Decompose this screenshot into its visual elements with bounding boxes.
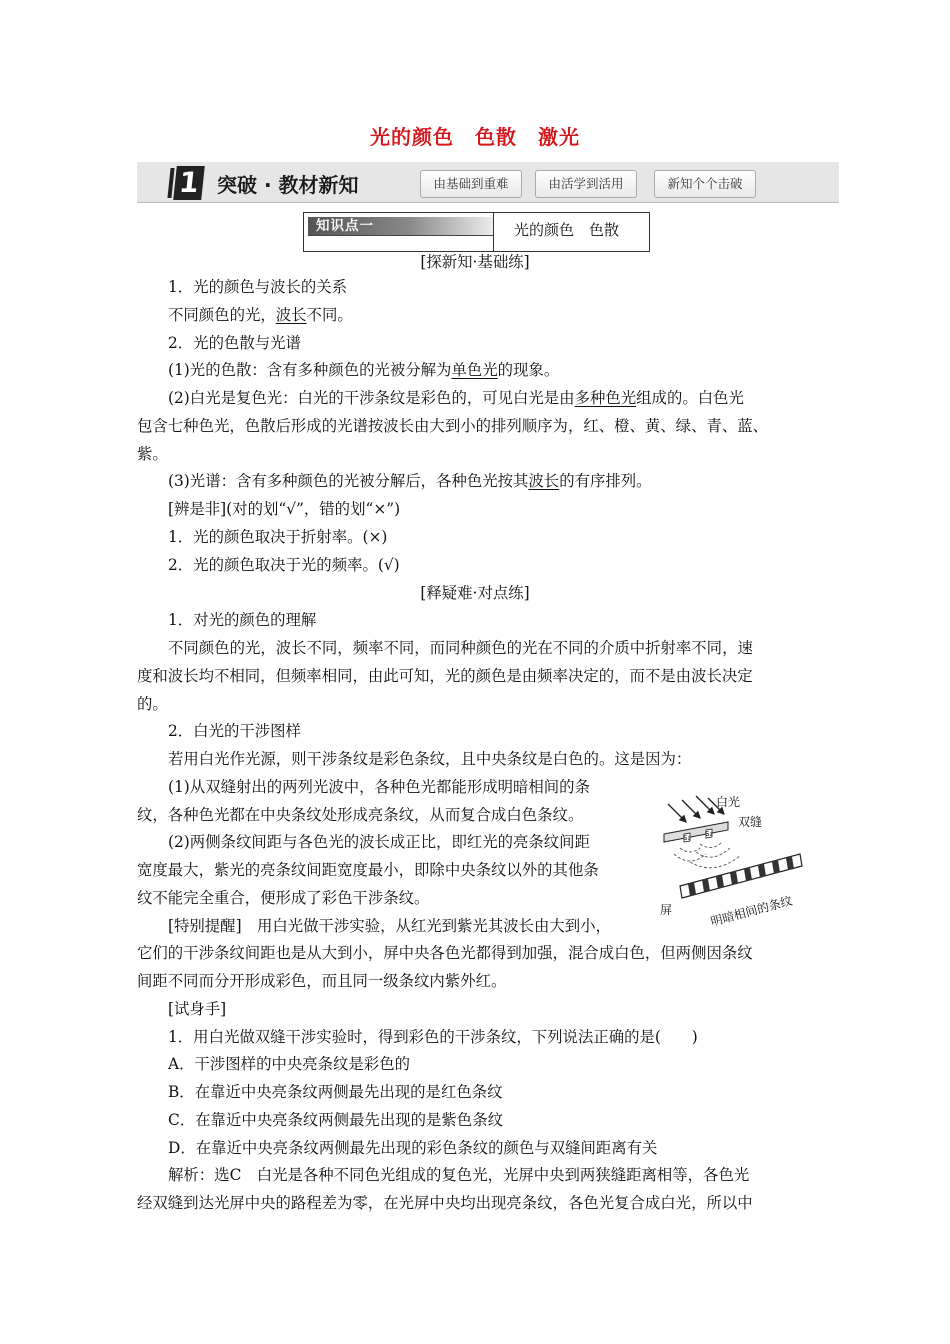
option-c: C．在靠近中央亮条纹两侧最先出现的是紫色条纹 <box>168 1111 503 1129</box>
label-white-light: 白光 <box>716 795 741 809</box>
page-title: 光的颜色 色散 激光 <box>370 125 580 149</box>
paragraph: 若用白光作光源，则干涉条纹是彩色条纹，且中央条纹是白色的。这是因为： <box>168 750 692 768</box>
knowledge-point-title: 光的颜色 色散 <box>514 221 620 239</box>
tab-knowledge-breakthrough[interactable]: 新知个个击破 <box>654 170 756 198</box>
paragraph: 纹，各种色光都在中央条纹处形成亮条纹，从而复合成白色条纹。 <box>137 806 584 824</box>
section-number: 1 <box>173 166 205 200</box>
double-slit-diagram <box>650 790 832 940</box>
label-s2: S₂ <box>705 830 713 838</box>
label-screen: 屏 <box>660 903 673 917</box>
paragraph: 度和波长均不相同，但频率相同，由此可知，光的颜色是由频率决定的，而不是由波长决定 <box>137 667 753 685</box>
knowledge-point-box <box>303 212 650 252</box>
blank-answer: 波长 <box>528 472 560 490</box>
paragraph: 不同颜色的光，波长不同，频率不同，而同种颜色的光在不同的介质中折射率不同，速 <box>168 639 753 657</box>
paragraph: 纹不能完全重合，便形成了彩色干涉条纹。 <box>137 889 430 907</box>
question-stem: 1．用白光做双缝干涉实验时，得到彩色的干涉条纹，下列说法正确的是( ) <box>168 1028 698 1046</box>
divider <box>493 213 494 251</box>
blank-answer: 波长 <box>275 306 307 324</box>
try-yourself-heading: [试身手] <box>168 1000 227 1018</box>
solution: 经双缝到达光屏中央的路程差为零，在光屏中央均出现亮条纹，各色光复合成白光，所以中 <box>137 1194 753 1212</box>
special-reminder: [特别提醒] 用白光做干涉实验，从红光到紫光其波长由大到小， <box>168 917 611 935</box>
section-banner <box>137 162 839 203</box>
label-fringes: 明暗相间的条纹 <box>709 893 794 929</box>
true-false-item: 1．光的颜色取决于折射率。(×) <box>168 528 388 546</box>
section-header-basics: [探新知·基础练] <box>420 253 530 271</box>
true-false-item: 2．光的颜色取决于光的频率。(√) <box>168 556 400 574</box>
paragraph: 的。 <box>137 695 168 713</box>
heading-white-light-pattern: 2．白光的干涉图样 <box>168 722 301 740</box>
paragraph: (1)从双缝射出的两列光波中，各种色光都能形成明暗相间的条 <box>168 778 590 796</box>
paragraph: (2)白光是复色光：白光的干涉条纹是彩色的，可见白光是由多种色光组成的。白色光 <box>168 389 744 407</box>
paragraph: 包含七种色光，色散后形成的光谱按波长由大到小的排列顺序为，红、橙、黄、绿、青、蓝、 <box>137 417 769 435</box>
paragraph: (3)光谱：含有多种颜色的光被分解后，各种色光按其波长的有序排列。 <box>168 472 652 490</box>
section-header-difficulty: [释疑难·对点练] <box>420 584 530 602</box>
paragraph: (1)光的色散：含有多种颜色的光被分解为单色光的现象。 <box>168 361 560 379</box>
tab-basics-to-difficulty[interactable]: 由基础到重难 <box>420 170 522 198</box>
label-s1: S₁ <box>683 834 691 842</box>
paragraph: 宽度最大，紫光的亮条纹间距宽度最小，即除中央条纹以外的其他条 <box>137 861 599 879</box>
heading-color-understanding: 1．对光的颜色的理解 <box>168 611 317 629</box>
blank-answer: 单色光 <box>451 361 498 379</box>
blank-answer: 多种色光 <box>574 389 637 407</box>
knowledge-point-tag: 知识点一 <box>308 217 494 236</box>
heading-color-wavelength: 1．光的颜色与波长的关系 <box>168 278 348 296</box>
tab-learn-to-apply[interactable]: 由活学到活用 <box>535 170 637 198</box>
option-a: A．干涉图样的中央亮条纹是彩色的 <box>168 1055 410 1073</box>
paragraph: 不同颜色的光，波长不同。 <box>168 306 353 324</box>
section-heading: 突破 · 教材新知 <box>217 173 359 197</box>
wavefronts <box>674 842 740 868</box>
paragraph: (2)两侧条纹间距与各色光的波长成正比，即红光的亮条纹间距 <box>168 833 590 851</box>
heading-dispersion-spectrum: 2．光的色散与光谱 <box>168 334 301 352</box>
option-d: D．在靠近中央亮条纹两侧最先出现的彩色条纹的颜色与双缝间距离有关 <box>168 1139 658 1157</box>
label-double-slit: 双缝 <box>738 815 763 829</box>
paragraph: 紫。 <box>137 445 168 463</box>
screen <box>680 854 802 898</box>
solution: 解析：选C 白光是各种不同色光组成的复色光，光屏中央到两狭缝距离相等，各色光 <box>168 1166 750 1184</box>
paragraph: 间距不同而分开形成彩色，而且同一级条纹内紫外红。 <box>137 972 507 990</box>
slit-barrier <box>664 822 728 842</box>
paragraph: 它们的干涉条纹间距也是从大到小，屏中央各色光都得到加强，混合成白色，但两侧因条纹 <box>137 944 753 962</box>
true-false-heading: [辨是非](对的划“√”，错的划“×”) <box>168 500 401 518</box>
option-b: B．在靠近中央亮条纹两侧最先出现的是红色条纹 <box>168 1083 503 1101</box>
